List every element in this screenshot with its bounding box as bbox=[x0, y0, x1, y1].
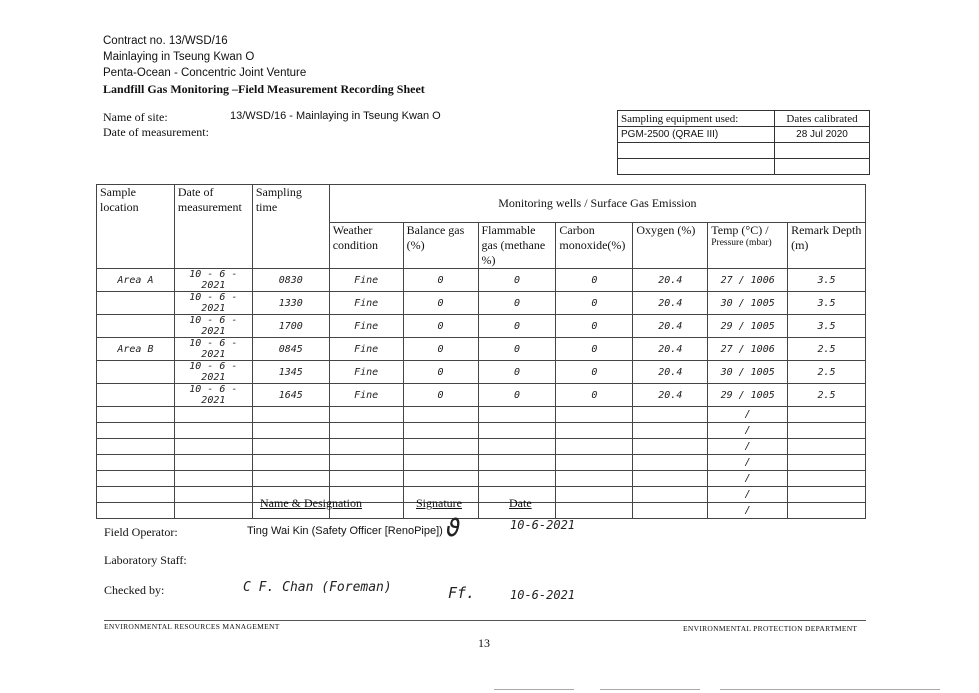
oxygen-cell bbox=[633, 423, 708, 439]
oxygen-cell bbox=[633, 471, 708, 487]
balance-gas-header: Balance gas (%) bbox=[403, 223, 478, 269]
flammable-gas-cell bbox=[478, 423, 556, 439]
temp-pressure-cell: / bbox=[708, 487, 788, 503]
balance-gas-cell bbox=[403, 455, 478, 471]
flammable-gas-cell: 0 bbox=[478, 361, 556, 384]
sample-location-cell bbox=[97, 315, 175, 338]
date-of-measurement-label: Date of measurement: bbox=[103, 125, 209, 139]
weather-cell: Fine bbox=[329, 361, 403, 384]
flammable-gas-cell: 0 bbox=[478, 292, 556, 315]
table-row bbox=[97, 407, 866, 423]
table-row bbox=[97, 487, 866, 503]
project-name: Mainlaying in Tseung Kwan O bbox=[103, 51, 255, 63]
flammable-gas-header: Flammable gas (methane %) bbox=[478, 223, 556, 269]
carbon-monoxide-cell: 0 bbox=[556, 338, 633, 361]
weather-cell: Fine bbox=[329, 384, 403, 407]
sheet-title: Landfill Gas Monitoring –Field Measurement Recording Sheet bbox=[103, 82, 425, 96]
weather-cell bbox=[329, 423, 403, 439]
balance-gas-cell: 0 bbox=[403, 269, 478, 292]
table-row bbox=[97, 471, 866, 487]
remark-depth-cell bbox=[788, 407, 866, 423]
equipment-row bbox=[618, 159, 870, 175]
temp-pressure-cell: / bbox=[708, 471, 788, 487]
checked-by-name: C F. Chan (Foreman) bbox=[243, 580, 392, 595]
carbon-monoxide-cell: 0 bbox=[556, 269, 633, 292]
sample-location-cell bbox=[97, 487, 175, 503]
sample-location-cell bbox=[97, 455, 175, 471]
temp-pressure-header bbox=[708, 223, 788, 269]
field-operator-date: 10-6-2021 bbox=[510, 518, 576, 532]
carbon-monoxide-cell: 0 bbox=[556, 384, 633, 407]
carbon-monoxide-cell: 0 bbox=[556, 292, 633, 315]
carbon-monoxide-cell bbox=[556, 471, 633, 487]
temp-pressure-cell: 29 / 1005 bbox=[708, 384, 788, 407]
sample-location-header: Sample location bbox=[97, 185, 175, 269]
oxygen-cell bbox=[633, 439, 708, 455]
pressure-header-label: Pressure (mbar) bbox=[711, 238, 772, 248]
laboratory-staff-label: Laboratory Staff: bbox=[104, 553, 187, 567]
remark-depth-cell: 2.5 bbox=[788, 384, 866, 407]
table-row bbox=[97, 423, 866, 439]
date-cell: 10 - 6 - 2021 bbox=[174, 361, 252, 384]
monitoring-wells-header: Monitoring wells / Surface Gas Emission bbox=[329, 185, 865, 223]
remark-depth-cell: 3.5 bbox=[788, 292, 866, 315]
oxygen-cell: 20.4 bbox=[633, 315, 708, 338]
oxygen-cell: 20.4 bbox=[633, 361, 708, 384]
measurement-rows bbox=[97, 269, 866, 519]
sampling-time-cell: 1345 bbox=[252, 361, 329, 384]
oxygen-header: Oxygen (%) bbox=[633, 223, 708, 269]
sampling-time-cell: 1645 bbox=[252, 384, 329, 407]
sample-location-cell: Area A bbox=[97, 269, 175, 292]
date-cell bbox=[174, 423, 252, 439]
oxygen-cell: 20.4 bbox=[633, 384, 708, 407]
date-cell bbox=[174, 455, 252, 471]
date-cell: 10 - 6 - 2021 bbox=[174, 384, 252, 407]
flammable-gas-cell: 0 bbox=[478, 315, 556, 338]
table-row bbox=[97, 384, 866, 407]
temp-pressure-cell: 30 / 1005 bbox=[708, 292, 788, 315]
oxygen-cell: 20.4 bbox=[633, 292, 708, 315]
temp-header-label: Temp (°C) / bbox=[711, 223, 769, 237]
carbon-monoxide-cell bbox=[556, 503, 633, 519]
flammable-gas-cell bbox=[478, 439, 556, 455]
flammable-gas-cell: 0 bbox=[478, 384, 556, 407]
balance-gas-cell: 0 bbox=[403, 338, 478, 361]
oxygen-cell bbox=[633, 503, 708, 519]
sampling-time-cell bbox=[252, 455, 329, 471]
calibration-date: 28 Jul 2020 bbox=[775, 127, 870, 143]
oxygen-cell bbox=[633, 455, 708, 471]
carbon-monoxide-cell bbox=[556, 439, 633, 455]
footer-left: ENVIRONMENTAL RESOURCES MANAGEMENT bbox=[104, 622, 280, 631]
table-row bbox=[97, 269, 866, 292]
field-operator-signature: ϑ bbox=[446, 514, 461, 542]
sample-location-cell bbox=[97, 292, 175, 315]
footer-right: ENVIRONMENTAL PROTECTION DEPARTMENT bbox=[683, 624, 858, 633]
field-operator-name: Ting Wai Kin (Safety Officer [RenoPipe]) bbox=[247, 525, 443, 537]
sampling-time-cell bbox=[252, 407, 329, 423]
carbon-monoxide-cell: 0 bbox=[556, 361, 633, 384]
temp-pressure-cell: / bbox=[708, 503, 788, 519]
flammable-gas-cell bbox=[478, 407, 556, 423]
date-of-measurement-header: Date of measurement bbox=[174, 185, 252, 269]
checked-by-date: 10-6-2021 bbox=[510, 588, 576, 602]
date-header: Date bbox=[509, 496, 532, 510]
remark-depth-cell: 2.5 bbox=[788, 338, 866, 361]
sampling-time-cell: 1330 bbox=[252, 292, 329, 315]
carbon-monoxide-cell bbox=[556, 487, 633, 503]
sample-location-cell bbox=[97, 361, 175, 384]
temp-pressure-cell: / bbox=[708, 455, 788, 471]
balance-gas-cell bbox=[403, 407, 478, 423]
sampling-time-cell bbox=[252, 439, 329, 455]
date-cell bbox=[174, 407, 252, 423]
flammable-gas-cell bbox=[478, 455, 556, 471]
remark-depth-cell bbox=[788, 471, 866, 487]
table-row bbox=[97, 503, 866, 519]
sample-location-cell: Area B bbox=[97, 338, 175, 361]
remark-depth-cell bbox=[788, 423, 866, 439]
sample-location-cell bbox=[97, 407, 175, 423]
sample-location-cell bbox=[97, 471, 175, 487]
table-row bbox=[97, 455, 866, 471]
sample-location-cell bbox=[97, 423, 175, 439]
temp-pressure-cell: 27 / 1006 bbox=[708, 269, 788, 292]
temp-pressure-cell: / bbox=[708, 439, 788, 455]
oxygen-cell: 20.4 bbox=[633, 338, 708, 361]
date-cell: 10 - 6 - 2021 bbox=[174, 315, 252, 338]
table-row bbox=[97, 439, 866, 455]
sampling-time-cell: 0830 bbox=[252, 269, 329, 292]
contract-number: Contract no. 13/WSD/16 bbox=[103, 35, 228, 47]
sample-location-cell bbox=[97, 384, 175, 407]
weather-cell: Fine bbox=[329, 315, 403, 338]
table-row bbox=[97, 361, 866, 384]
scan-artifact bbox=[720, 689, 940, 690]
carbon-monoxide-cell bbox=[556, 407, 633, 423]
balance-gas-cell bbox=[403, 439, 478, 455]
calibration-col-header: Dates calibrated bbox=[775, 111, 870, 127]
equipment-table bbox=[617, 110, 870, 175]
table-row bbox=[97, 338, 866, 361]
sampling-time-cell: 0845 bbox=[252, 338, 329, 361]
date-cell bbox=[174, 471, 252, 487]
equipment-name: PGM-2500 (QRAE III) bbox=[618, 127, 775, 143]
field-operator-label: Field Operator: bbox=[104, 525, 178, 539]
flammable-gas-cell bbox=[478, 471, 556, 487]
scan-artifact bbox=[600, 689, 700, 690]
flammable-gas-cell: 0 bbox=[478, 338, 556, 361]
weather-cell bbox=[329, 471, 403, 487]
carbon-monoxide-header: Carbon monoxide(%) bbox=[556, 223, 633, 269]
footer-rule bbox=[104, 620, 866, 621]
measurement-table bbox=[96, 184, 866, 519]
remark-depth-cell: 3.5 bbox=[788, 269, 866, 292]
balance-gas-cell bbox=[403, 423, 478, 439]
name-designation-header: Name & Designation bbox=[260, 496, 362, 510]
temp-pressure-cell: / bbox=[708, 407, 788, 423]
page-number: 13 bbox=[478, 636, 490, 650]
sampling-time-cell: 1700 bbox=[252, 315, 329, 338]
sampling-time-cell bbox=[252, 423, 329, 439]
carbon-monoxide-cell bbox=[556, 423, 633, 439]
equipment-header-row bbox=[618, 111, 870, 127]
weather-header: Weather condition bbox=[329, 223, 403, 269]
remark-depth-cell bbox=[788, 439, 866, 455]
weather-cell: Fine bbox=[329, 338, 403, 361]
carbon-monoxide-cell: 0 bbox=[556, 315, 633, 338]
weather-cell: Fine bbox=[329, 292, 403, 315]
weather-cell: Fine bbox=[329, 269, 403, 292]
remark-depth-cell bbox=[788, 503, 866, 519]
signature-header: Signature bbox=[416, 496, 462, 510]
date-cell: 10 - 6 - 2021 bbox=[174, 269, 252, 292]
balance-gas-cell: 0 bbox=[403, 384, 478, 407]
temp-pressure-cell: 29 / 1005 bbox=[708, 315, 788, 338]
equipment-row bbox=[618, 127, 870, 143]
checked-by-label: Checked by: bbox=[104, 583, 165, 597]
sample-location-cell bbox=[97, 439, 175, 455]
date-cell: 10 - 6 - 2021 bbox=[174, 338, 252, 361]
site-name-label: Name of site: bbox=[103, 110, 168, 124]
date-cell bbox=[174, 487, 252, 503]
balance-gas-cell bbox=[403, 471, 478, 487]
temp-pressure-cell: 30 / 1005 bbox=[708, 361, 788, 384]
sampling-time-cell bbox=[252, 471, 329, 487]
date-cell bbox=[174, 503, 252, 519]
oxygen-cell bbox=[633, 407, 708, 423]
sample-location-cell bbox=[97, 503, 175, 519]
flammable-gas-cell: 0 bbox=[478, 269, 556, 292]
table-row bbox=[97, 292, 866, 315]
equipment-col-header: Sampling equipment used: bbox=[618, 111, 775, 127]
oxygen-cell bbox=[633, 487, 708, 503]
equipment-row bbox=[618, 143, 870, 159]
balance-gas-cell: 0 bbox=[403, 315, 478, 338]
checked-by-signature: Ff. bbox=[448, 584, 476, 602]
temp-pressure-cell: / bbox=[708, 423, 788, 439]
date-cell: 10 - 6 - 2021 bbox=[174, 292, 252, 315]
remark-depth-cell: 2.5 bbox=[788, 361, 866, 384]
weather-cell bbox=[329, 455, 403, 471]
remark-depth-cell bbox=[788, 455, 866, 471]
site-name-value: 13/WSD/16 - Mainlaying in Tseung Kwan O bbox=[230, 110, 441, 122]
temp-pressure-cell: 27 / 1006 bbox=[708, 338, 788, 361]
balance-gas-cell: 0 bbox=[403, 361, 478, 384]
balance-gas-cell: 0 bbox=[403, 292, 478, 315]
table-row bbox=[97, 315, 866, 338]
oxygen-cell: 20.4 bbox=[633, 269, 708, 292]
remark-depth-cell bbox=[788, 487, 866, 503]
remark-depth-header: Remark Depth (m) bbox=[788, 223, 866, 269]
sampling-time-header: Sampling time bbox=[252, 185, 329, 269]
date-cell bbox=[174, 439, 252, 455]
carbon-monoxide-cell bbox=[556, 455, 633, 471]
weather-cell bbox=[329, 439, 403, 455]
contractor-name: Penta-Ocean - Concentric Joint Venture bbox=[103, 67, 307, 79]
scan-artifact bbox=[494, 689, 574, 690]
table-header-row bbox=[97, 185, 866, 223]
weather-cell bbox=[329, 407, 403, 423]
remark-depth-cell: 3.5 bbox=[788, 315, 866, 338]
